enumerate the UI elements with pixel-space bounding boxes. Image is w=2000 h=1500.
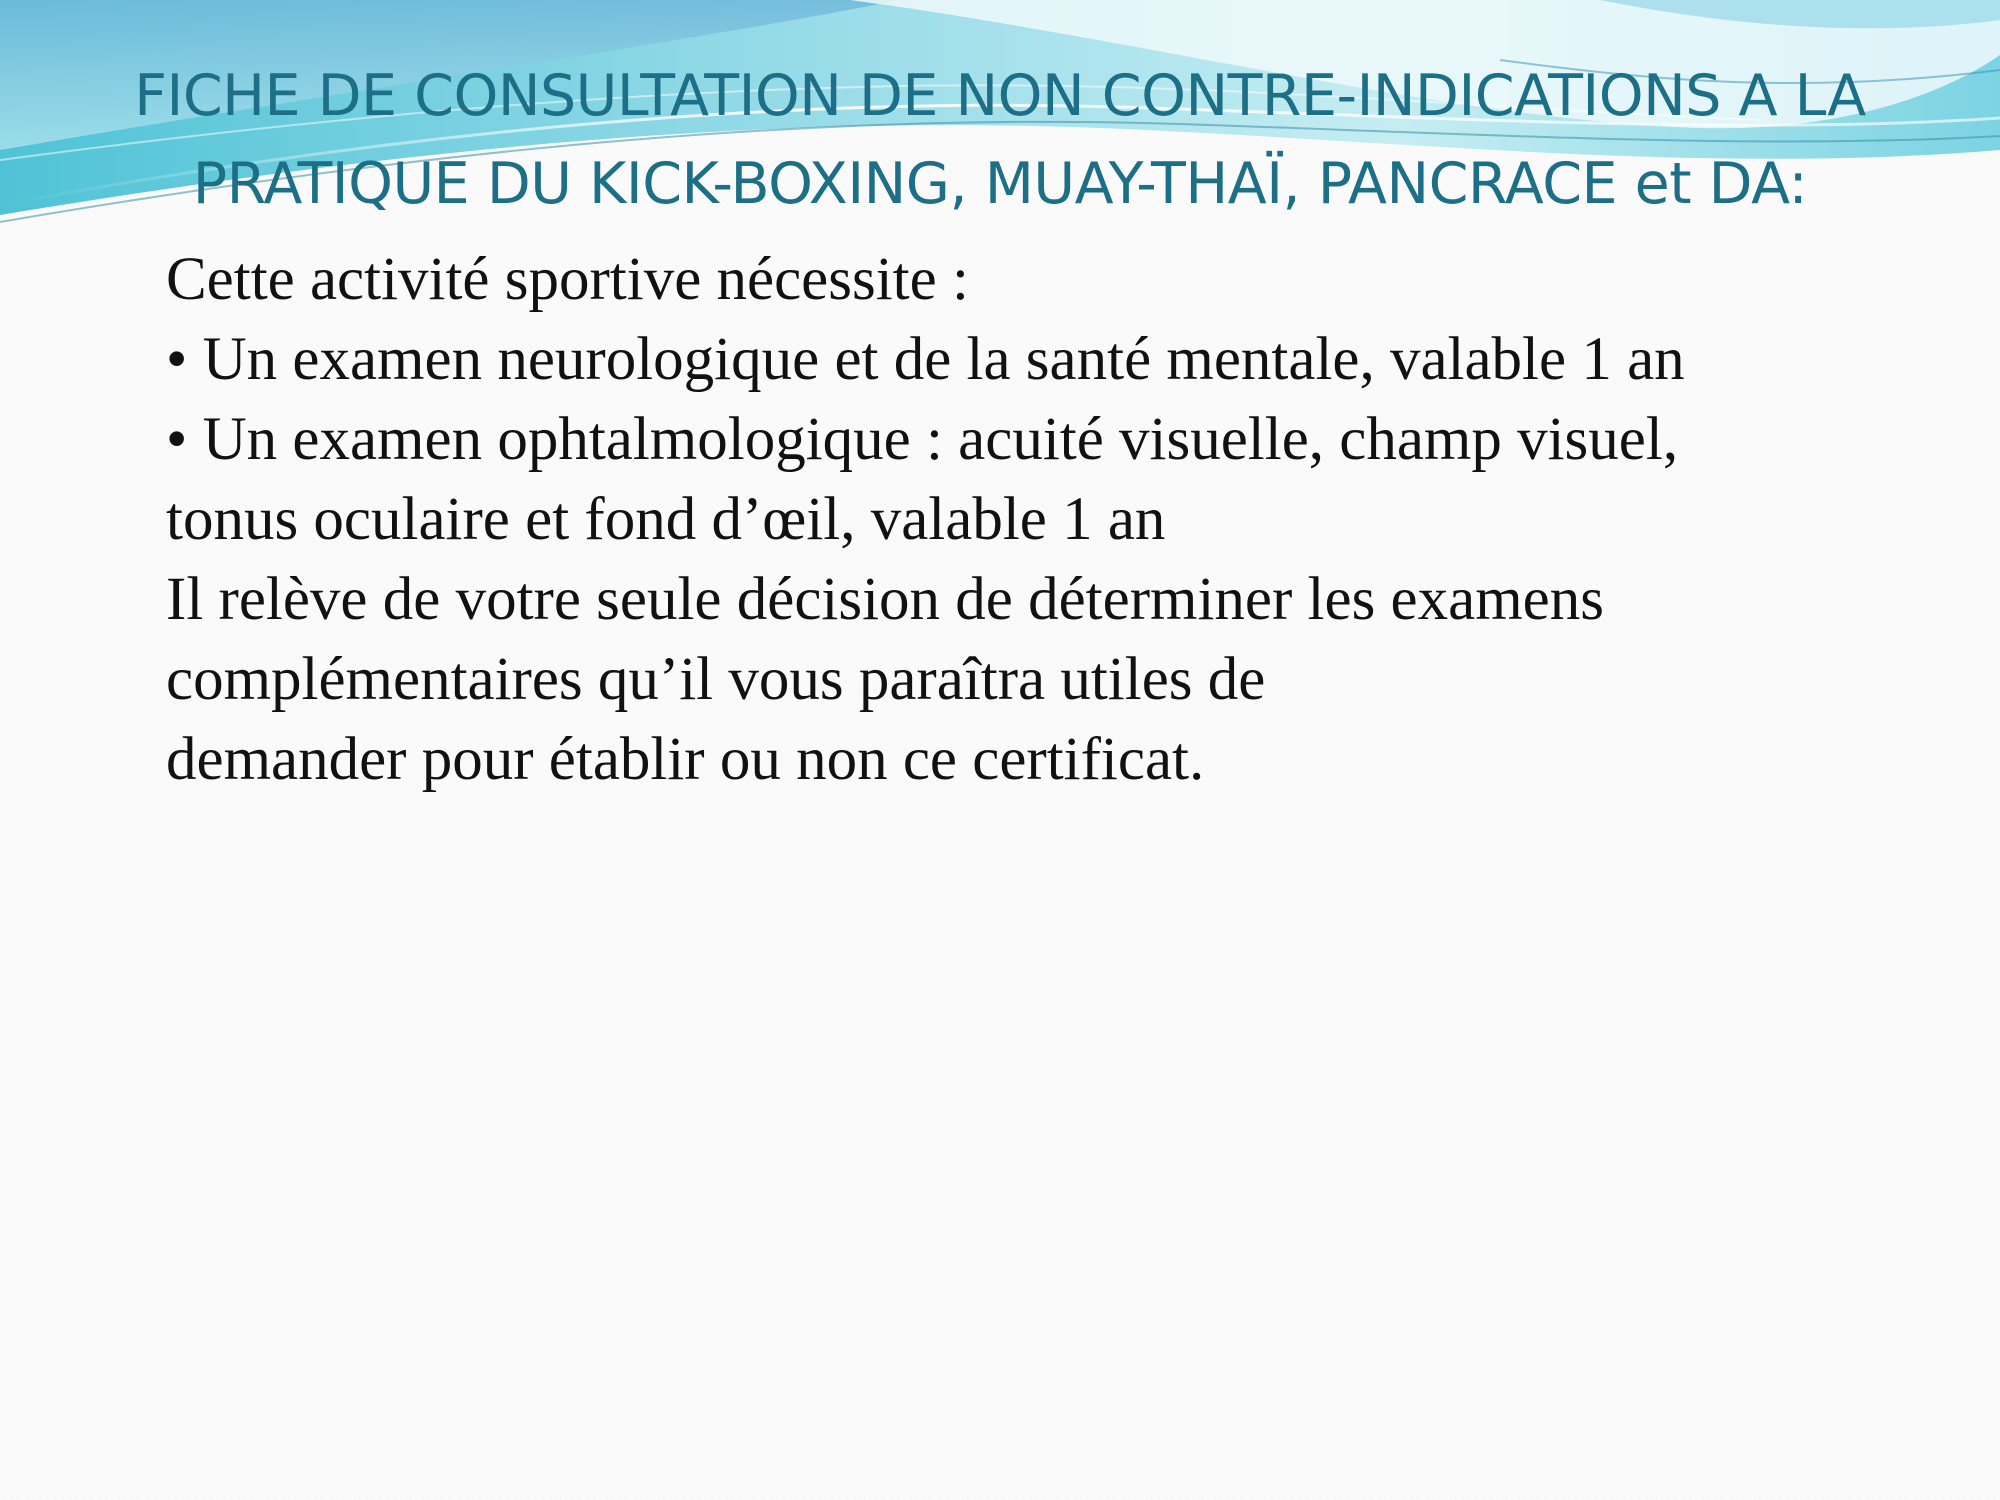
paragraph-line-3: demander pour établir ou non ce certificat. bbox=[166, 726, 1205, 793]
slide-body-text bbox=[166, 240, 1966, 800]
bullet-ophthalmological-exam-continued: tonus oculaire et fond d’œil, valable 1 an bbox=[166, 486, 1166, 553]
body-intro-line: Cette activité sportive nécessite : bbox=[166, 246, 969, 313]
slide-title-line-2: PRATIQUE DU KICK-BOXING, MUAY-THAÏ, PANCRACE et DA: bbox=[192, 151, 1808, 217]
bullet-neurological-exam: • Un examen neurologique et de la santé mentale, valable 1 an bbox=[166, 326, 1685, 393]
slide-title-line-1: FICHE DE CONSULTATION DE NON CONTRE-INDICATIONS A LA bbox=[134, 63, 1866, 129]
paragraph-line-2: complémentaires qu’il vous paraîtra utiles de bbox=[166, 646, 1266, 713]
slide-title bbox=[0, 52, 2000, 228]
bullet-ophthalmological-exam: • Un examen ophtalmologique : acuité visuelle, champ visuel, bbox=[166, 406, 1679, 473]
paragraph-line-1: Il relève de votre seule décision de déterminer les examens bbox=[166, 566, 1604, 633]
